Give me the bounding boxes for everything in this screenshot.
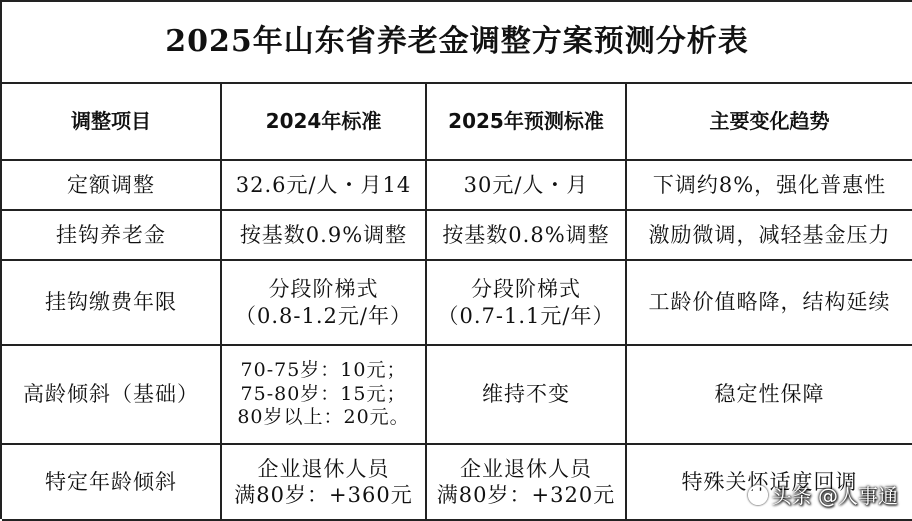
watermark-logo-icon: [748, 485, 768, 505]
row-2024-line: 80岁以上：20元。: [237, 406, 410, 429]
row-item: 挂钩养老金: [2, 211, 222, 261]
row-item: 高龄倾斜（基础）: [2, 346, 222, 445]
header-2024: 2024年标准: [222, 84, 427, 161]
row-trend: 特殊关怀适度回调: [627, 445, 912, 521]
row-trend: 下调约8%，强化普惠性: [627, 161, 912, 211]
row-2025-line: （0.7-1.1元/年）: [437, 303, 615, 328]
row-2024-line: 企业退休人员: [257, 456, 390, 481]
row-trend: 激励微调，减轻基金压力: [627, 211, 912, 261]
row-2025: 30元/人・月: [427, 161, 627, 211]
row-trend: 稳定性保障: [627, 346, 912, 445]
row-item: 定额调整: [2, 161, 222, 211]
watermark-text: 头条 @人事通: [771, 484, 898, 508]
row-2025-line: 分段阶梯式: [471, 277, 581, 302]
row-2024-line: 70-75岁：10元；: [240, 358, 407, 381]
row-2025: [427, 445, 627, 521]
row-2025: 维持不变: [427, 346, 627, 445]
row-trend: 工龄价值略降，结构延续: [627, 261, 912, 346]
watermark: [748, 480, 898, 509]
row-2024: 32.6元/人・月14: [222, 161, 427, 211]
row-2024-line: （0.8-1.2元/年）: [235, 303, 412, 328]
row-2024-line: 分段阶梯式: [268, 277, 379, 302]
row-2024-line: 75-80岁：15元；: [240, 382, 407, 405]
header-2025: 2025年预测标准: [427, 84, 627, 161]
row-2024: [222, 261, 427, 346]
row-2024: [222, 346, 427, 445]
row-2024: 按基数0.9%调整: [222, 211, 427, 261]
row-2025: 按基数0.8%调整: [427, 211, 627, 261]
row-item: 特定年龄倾斜: [2, 445, 222, 521]
table-title: 2025年山东省养老金调整方案预测分析表: [2, 2, 912, 84]
row-item: 挂钩缴费年限: [2, 261, 222, 346]
row-2024: [222, 445, 427, 521]
header-trend: 主要变化趋势: [627, 84, 912, 161]
row-2025-line: 企业退休人员: [460, 456, 592, 481]
header-item: 调整项目: [2, 84, 222, 161]
row-2024-line: 满80岁：+360元: [234, 483, 413, 507]
row-2025-line: 满80岁：+320元: [436, 483, 616, 507]
row-2025: [427, 261, 627, 346]
